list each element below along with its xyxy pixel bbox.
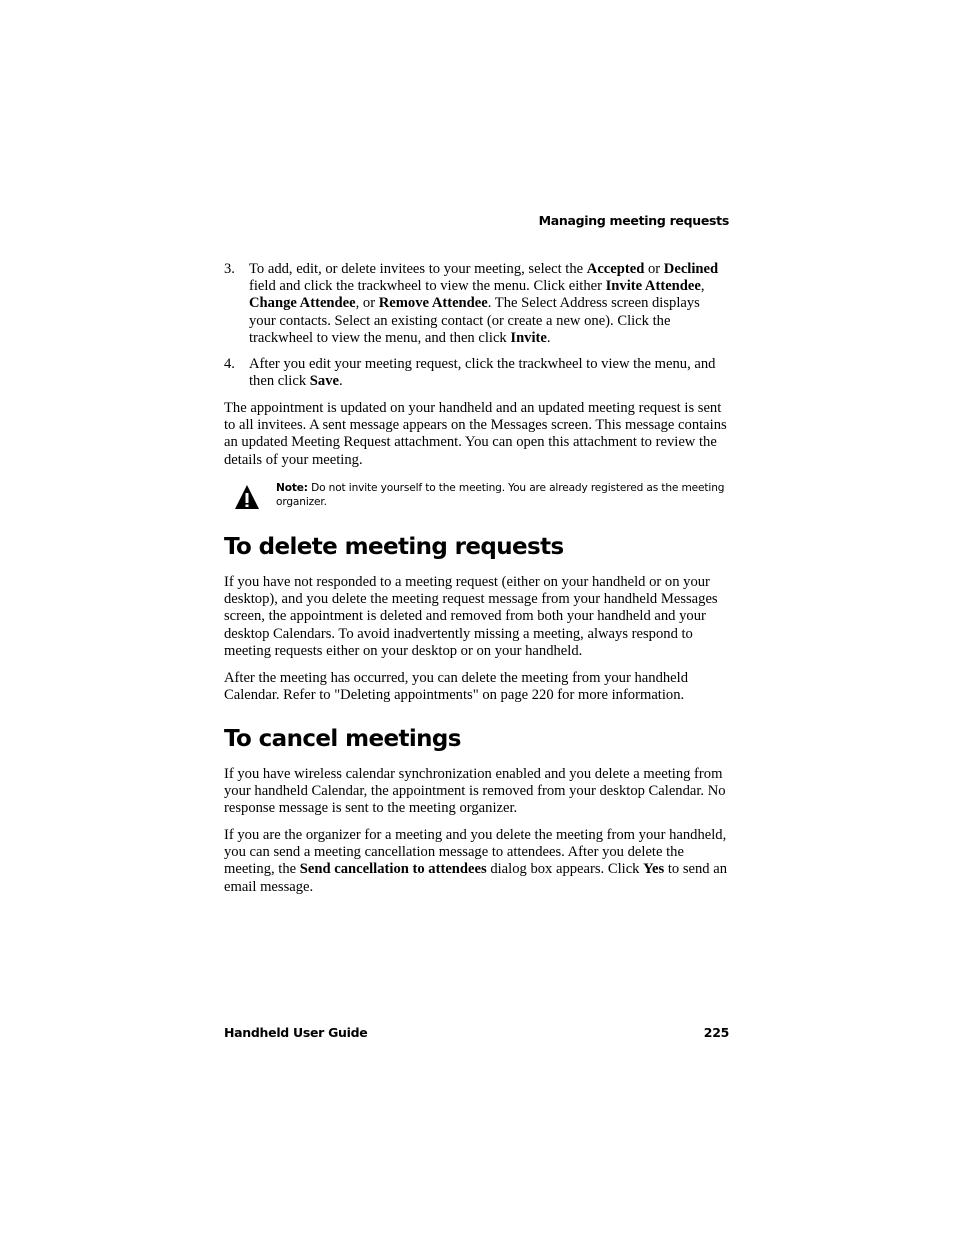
- text-run: To add, edit, or delete invitees to your meeting, select the: [249, 261, 587, 277]
- page-number: 225: [703, 1025, 729, 1040]
- text-run: . The Select Address screen displays your contacts. Select an existing contact (or create a new one). Click the trackwheel to view the menu, and then click: [249, 295, 700, 346]
- text-run: The appointment is updated on your handheld and an updated meeting request is sent to all invitees. A sent message appears on the Messages screen. This message contains an updated Meeting Request attachment. You can open this attachment to review the details of your meeting.: [224, 400, 727, 468]
- bold-text: Change Attendee: [249, 295, 356, 312]
- text-run: ,: [700, 278, 705, 295]
- bold-text: Remove Attendee: [378, 295, 488, 312]
- paragraph: [224, 766, 730, 818]
- text-run: .: [546, 329, 551, 346]
- warning-icon: [234, 484, 260, 510]
- bold-text: Save: [309, 373, 339, 390]
- bold-text: Accepted: [586, 261, 645, 277]
- step-text: [249, 261, 729, 347]
- text-run: dialog box appears. Click: [486, 861, 644, 878]
- note-label: Note:: [276, 482, 308, 494]
- text-run: After the meeting has occurred, you can delete the meeting from your handheld Calendar. Refer to "Deleting appointments" on page 220 for more information.: [224, 670, 688, 704]
- note: [276, 481, 731, 509]
- text-run: field and click the trackwheel to view the menu. Click either: [249, 278, 606, 295]
- footer-guide-title: Handheld User Guide: [224, 1025, 368, 1040]
- text-run: .: [338, 373, 343, 390]
- text-run: or: [644, 261, 664, 277]
- step-number: 3.: [224, 261, 235, 277]
- paragraph: [224, 574, 730, 660]
- text-run: If you have wireless calendar synchronization enabled and you delete a meeting from your handheld Calendar, the appointment is removed from your desktop Calendar. No response message is sent to the meeting organizer.: [224, 766, 726, 817]
- text-run: to send an email message.: [224, 861, 728, 895]
- intro-paragraph: [224, 400, 730, 469]
- running-header: Managing meeting requests: [538, 213, 729, 228]
- bold-text: Yes: [643, 861, 665, 878]
- step-number: 4.: [224, 356, 235, 372]
- text-run: If you are the organizer for a meeting and you delete the meeting from your handheld, you can send a meeting cancellation message to attendees. After you delete the meeting, the: [224, 827, 727, 878]
- bold-text: Invite: [510, 329, 547, 346]
- text-run: , or: [355, 295, 379, 312]
- text-run: If you have not responded to a meeting request (either on your handheld or on your desktop), and you delete the meeting request message from your handheld Messages screen, the appointment is deleted and removed from both your handheld and your desktop Calendars. To avoid inadvertently missing a meeting, always respond to meeting requests either on your desktop or on your handheld.: [224, 574, 718, 659]
- paragraph: [224, 827, 730, 896]
- text-run: After you edit your meeting request, click the trackwheel to view the menu, and then click: [249, 356, 716, 390]
- step-3: [224, 261, 729, 347]
- bold-text: Declined: [663, 261, 719, 277]
- bold-text: Send cancellation to attendees: [299, 861, 487, 878]
- section-heading-delete: To delete meeting requests: [224, 534, 564, 560]
- step-4: [224, 356, 729, 390]
- note-text: Do not invite yourself to the meeting. You are already registered as the meeting organizer.: [276, 482, 725, 508]
- step-text: [249, 356, 729, 390]
- bold-text: Invite Attendee: [605, 278, 701, 295]
- section-heading-cancel: To cancel meetings: [224, 726, 461, 752]
- paragraph: [224, 670, 730, 704]
